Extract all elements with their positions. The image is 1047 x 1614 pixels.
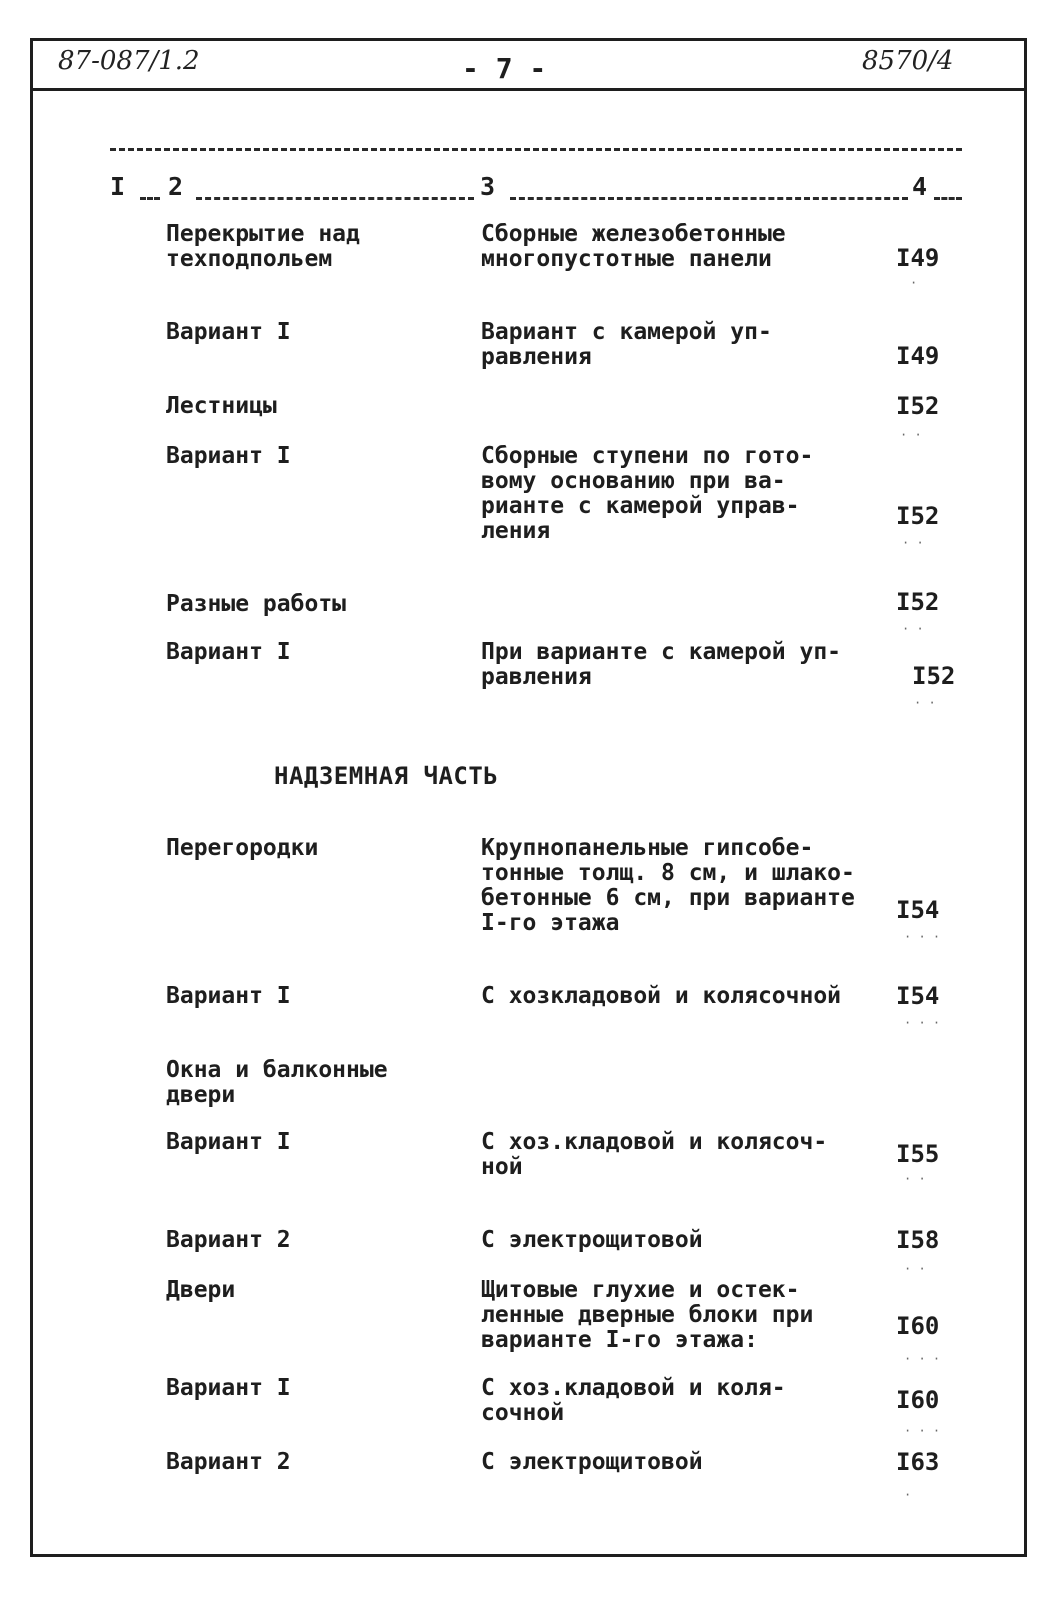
row-item-description: При варианте с камерой уп- равления xyxy=(481,639,842,690)
scan-speck: · · · xyxy=(904,930,941,944)
scan-speck: · xyxy=(910,276,918,290)
row-page-number: I52 xyxy=(896,502,940,530)
row-item-description: С хозкладовой и колясочной xyxy=(481,983,842,1009)
row-page-number: I55 xyxy=(896,1140,940,1168)
column-header-dash xyxy=(510,197,908,200)
row-item-description: Крупнопанельные гипсобе- тонные толщ. 8 см, и шлако- бетонные 6 см, при варианте I-го этажа xyxy=(481,835,855,936)
scan-speck: · · xyxy=(914,696,936,710)
row-item-name: Вариант I xyxy=(166,1375,291,1401)
row-page-number: I58 xyxy=(896,1226,940,1254)
scan-speck: · · xyxy=(904,1172,926,1186)
row-item-description: Вариант с камерой уп- равления xyxy=(481,319,772,370)
scan-speck: · · · xyxy=(904,1352,941,1366)
header-divider xyxy=(30,88,1027,91)
column-header-dash xyxy=(196,197,474,200)
row-page-number: I54 xyxy=(896,982,940,1010)
row-item-name: Перекрытие над техподпольем xyxy=(166,221,360,272)
row-page-number: I52 xyxy=(896,588,940,616)
scan-speck: · · xyxy=(904,1262,926,1276)
row-item-name: Двери xyxy=(166,1277,236,1303)
row-item-name: Вариант 2 xyxy=(166,1449,291,1475)
page-number: - 7 - xyxy=(462,52,547,85)
scan-speck: · · xyxy=(902,622,924,636)
row-item-name: Вариант I xyxy=(166,983,291,1009)
column-number-3: 3 xyxy=(480,172,496,201)
row-item-name: Вариант I xyxy=(166,443,291,469)
row-item-description: С электрощитовой xyxy=(481,1449,703,1475)
row-item-name: Вариант I xyxy=(166,319,291,345)
row-item-description: С хоз.кладовой и колясоч- ной xyxy=(481,1129,828,1180)
row-item-name: Перегородки xyxy=(166,835,319,861)
column-number-1: I xyxy=(110,172,126,201)
column-number-4: 4 xyxy=(912,172,928,201)
section-title: НАДЗЕМНАЯ ЧАСТЬ xyxy=(274,762,499,790)
row-item-name: Вариант I xyxy=(166,1129,291,1155)
row-item-description: Щитовые глухие и остек- ленные дверные блоки при варианте I-го этажа: xyxy=(481,1277,814,1353)
row-item-description: Сборные железобетонные многопустотные панели xyxy=(481,221,786,272)
scan-speck: · · · xyxy=(904,1424,941,1438)
row-page-number: I54 xyxy=(896,896,940,924)
row-item-name: Разные работы xyxy=(166,591,347,617)
row-page-number: I49 xyxy=(896,342,940,370)
scan-speck: · xyxy=(904,1488,912,1502)
column-header-dash xyxy=(140,197,160,200)
document-code-right: 8570/4 xyxy=(862,46,954,76)
row-page-number: I60 xyxy=(896,1386,940,1414)
scan-speck: · · · xyxy=(904,1016,941,1030)
row-item-name: Вариант I xyxy=(166,639,291,665)
document-code-left: 87-087/1.2 xyxy=(58,46,200,76)
row-page-number: I63 xyxy=(896,1448,940,1476)
row-item-description: С хоз.кладовой и коля- сочной xyxy=(481,1375,786,1426)
column-number-2: 2 xyxy=(168,172,184,201)
row-item-description: Сборные ступени по гото- вому основанию при ва- рианте с камерой управ- ления xyxy=(481,443,814,544)
row-item-name: Вариант 2 xyxy=(166,1227,291,1253)
row-page-number: I52 xyxy=(896,392,940,420)
row-page-number: I60 xyxy=(896,1312,940,1340)
scan-speck: · · xyxy=(902,536,924,550)
column-header-dash xyxy=(934,197,962,200)
row-page-number: I49 xyxy=(896,244,940,272)
table-top-dashed-line xyxy=(110,148,962,151)
row-page-number: I52 xyxy=(912,662,956,690)
row-item-name: Окна и балконные двери xyxy=(166,1057,388,1108)
scan-speck: · · xyxy=(900,428,922,442)
row-item-name: Лестницы xyxy=(166,393,277,419)
row-item-description: С электрощитовой xyxy=(481,1227,703,1253)
